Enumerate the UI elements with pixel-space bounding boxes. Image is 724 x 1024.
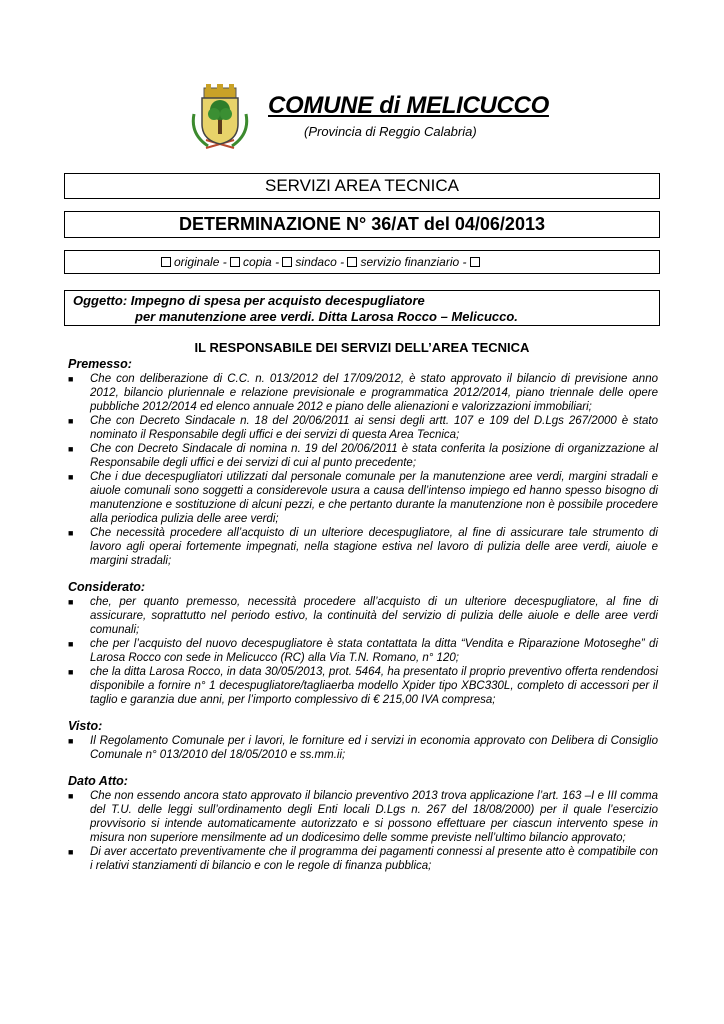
heading-dato-atto: Dato Atto: [68, 774, 128, 788]
copy-options [64, 250, 660, 274]
list-item: ■ che per l’acquisto del nuovo decespugliatore è stata contattata la ditta “Vendita e Riparazione Motoseghe” di Larosa Rocco con sede in Melicucco (RC) alla Via T.N. Romano, n° 120; [68, 638, 658, 664]
list-item: ■ Che con Decreto Sindacale n. 18 del 20/06/2011 ai sensi degli artt. 107 e 109 del D.Lgs 267/2000 è stato nominato il Responsabile degli uffici e dei servizi di questa Area Tecnica; [68, 415, 658, 441]
letterhead [0, 82, 724, 152]
document-body [68, 357, 658, 873]
bullet-icon: ■ [68, 374, 74, 384]
subject-line-2: per manutenzione aree verdi. Ditta Larosa Rocco – Melicucco. [135, 309, 518, 324]
list-item: ■ Che non essendo ancora stato approvato il bilancio preventivo 2013 trova applicazione l’art. 163 –I e III comma del T.U. delle leggi sull’ordinamento degli Enti locali D.Lgs n. 267 del 18/08/2000) per il quale l’esercizio provvisorio si intende automaticamente autorizzato e si possono effettuare per ciascun intervento spese in misura non superiore mensilmente ad un dodicesimo delle somme previste nell’ultimo bilancio approvato; [68, 790, 658, 844]
coat-of-arms-icon [188, 84, 252, 150]
premesso-list [68, 372, 658, 568]
town-name: COMUNE di MELICUCCO [268, 92, 549, 119]
bullet-icon: ■ [68, 667, 74, 677]
determination-title: DETERMINAZIONE N° 36/AT del 04/06/2013 [179, 214, 545, 234]
checkbox-icon [470, 257, 480, 267]
area-box [64, 173, 660, 199]
visto-list [68, 734, 658, 762]
heading-considerato: Considerato: [68, 580, 146, 594]
bullet-icon: ■ [68, 472, 74, 482]
area-title: SERVIZI AREA TECNICA [265, 176, 459, 195]
section-title: IL RESPONSABILE DEI SERVIZI DELL’AREA TECNICA [194, 340, 530, 355]
checkbox-icon [230, 257, 240, 267]
bullet-icon: ■ [68, 444, 74, 454]
subject-box [64, 290, 660, 326]
bullet-icon: ■ [68, 736, 74, 746]
list-item: ■ Il Regolamento Comunale per i lavori, le forniture ed i servizi in economia approvato con Delibera di Consiglio Comunale n° 013/2010 del 18/05/2010 e ss.mm.ii; [68, 735, 658, 761]
checkbox-icon [161, 257, 171, 267]
bullet-icon: ■ [68, 597, 74, 607]
option-servizio-finanziario: servizio finanziario - [360, 255, 467, 269]
bullet-icon: ■ [68, 639, 74, 649]
considerato-list [68, 595, 658, 707]
heading-visto: Visto: [68, 719, 103, 733]
subject-line-1: Oggetto: Impegno di spesa per acquisto decespugliatore [73, 293, 425, 308]
option-sindaco: sindaco - [295, 255, 345, 269]
dato-atto-list [68, 789, 658, 873]
determination-box [64, 211, 660, 238]
list-item: ■ che, per quanto premesso, necessità procedere all’acquisto di un ulteriore decespugliatore, al fine di assicurare, soprattutto nel periodo estivo, la continuità del servizio di pulizia delle aiuole e delle aree verdi comunali; [68, 596, 658, 636]
list-item: ■ Che i due decespugliatori utilizzati dal personale comunale per la manutenzione aree verdi, margini stradali e aiuole comunali sono soggetti a considerevole usura a causa dell’intenso impiego ed hanno spesso bisogno di manutenzione e sostituzione di alcuni pezzi, e che pertanto durante la manutenzione non è possibile procedere alla periodica pulizia delle aree verdi; [68, 471, 658, 525]
list-item: ■ Di aver accertato preventivamente che il programma dei pagamenti connessi al presente atto è compatibile con i relativi stanziamenti di bilancio e con le regole di finanza pubblica; [68, 846, 658, 872]
list-item: ■ Che necessità procedere all’acquisto di un ulteriore decespugliatore, al fine di assicurare tale strumento di lavoro agli operai fortemente impegnati, nella stagione estiva nel lavoro di pulizia delle aree verdi, aiuole e margini stradali; [68, 527, 658, 567]
list-item: ■ Che con deliberazione di C.C. n. 013/2012 del 17/09/2012, è stato approvato il bilancio di previsione anno 2012, bilancio pluriennale e relazione previsionale e programmatica 2012/2014, piano triennale delle opere pubbliche 2012/2014 ed elenco annuale 2012 e piano delle alienazioni e valorizzazioni immobiliari; [68, 373, 658, 413]
list-item: ■ Che con Decreto Sindacale di nomina n. 19 del 20/06/2011 è stata conferita la posizione di organizzazione al Responsabile degli uffici e dei servizi di cui al punto precedente; [68, 443, 658, 469]
province-name: (Provincia di Reggio Calabria) [304, 124, 477, 139]
heading-premesso: Premesso: [68, 357, 132, 371]
bullet-icon: ■ [68, 528, 74, 538]
list-item: ■ che la ditta Larosa Rocco, in data 30/05/2013, prot. 5464, ha presentato il proprio preventivo offerta rendendosi disponibile a fornire n° 1 decespugliatore/tagliaerba modello Xpider tipo XBC330L, completo di accessori per il taglio e garanzia due anni, per l’importo complessivo di € 215,00 IVA compresa; [68, 666, 658, 706]
bullet-icon: ■ [68, 847, 74, 857]
checkbox-icon [282, 257, 292, 267]
checkbox-icon [347, 257, 357, 267]
bullet-icon: ■ [68, 791, 74, 801]
option-originale: originale - [174, 255, 227, 269]
bullet-icon: ■ [68, 416, 74, 426]
option-copia: copia - [243, 255, 280, 269]
